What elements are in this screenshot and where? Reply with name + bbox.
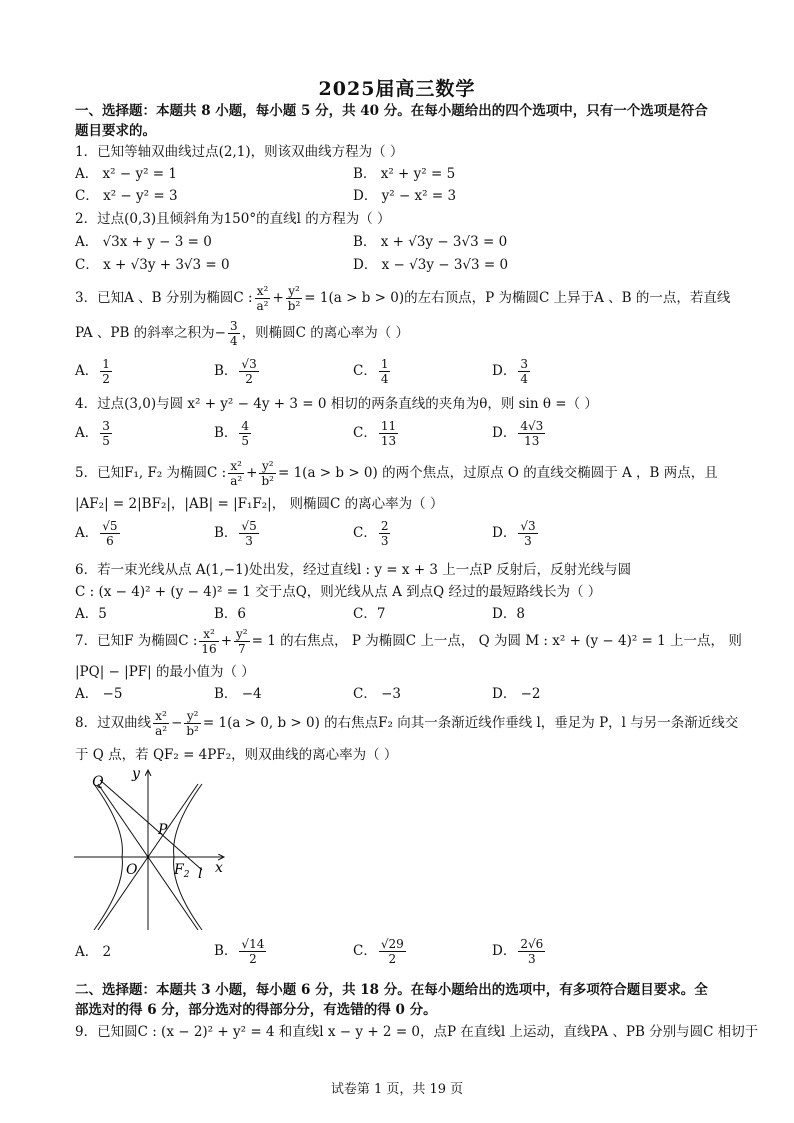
q7-frac-y-num: y² <box>236 627 248 641</box>
q4-option-a <box>75 418 114 448</box>
q4-b-num: 4 <box>241 419 250 433</box>
q3-d-num: 3 <box>520 357 528 371</box>
q7-frac-y <box>234 627 250 656</box>
q4-stem: 4．过点(3,0)与圆 x² + y² − 4y + 3 = 0 相切的两条直线的夹角为θ，则 sin θ =（ ） <box>75 396 598 412</box>
q4-a-frac <box>100 419 112 448</box>
q5-frac-x-den: a² <box>230 474 243 488</box>
q4-d-frac <box>518 419 545 448</box>
q3-d-frac <box>518 357 530 386</box>
q7-stem <box>75 626 742 656</box>
q5-option-a <box>75 518 122 548</box>
q3-stem-line2 <box>75 318 724 348</box>
q3-stem <box>75 283 731 313</box>
q8-minus: − <box>171 715 183 731</box>
q3-b-num: √3 <box>241 357 257 371</box>
q7-option-c: C． −3 <box>353 686 402 702</box>
q8-frac-x-den: a² <box>155 724 168 738</box>
q1-option-d: D． y² − x² = 3 <box>353 188 457 204</box>
q5-option-d <box>492 518 540 548</box>
q5-d-num: √3 <box>520 519 536 533</box>
q4-d-num: 4√3 <box>520 419 544 433</box>
q8-b-label: B． <box>214 943 238 959</box>
q5-option-c <box>353 518 392 548</box>
q3-line2-frac-den: 4 <box>230 334 238 348</box>
q5-d-den: 3 <box>524 534 532 548</box>
q8-option-c <box>353 936 408 966</box>
label-l: l <box>198 866 203 882</box>
q8-c-label: C． <box>353 943 377 959</box>
q7-frac-x-num: x² <box>199 627 218 642</box>
page-title: 2025届高三数学 <box>318 78 476 100</box>
q3-d-label: D． <box>492 363 517 379</box>
q2-option-d: D． x − √3y − 3√3 = 0 <box>353 257 509 273</box>
q4-a-label: A． <box>75 425 99 441</box>
q5-b-frac <box>239 519 258 548</box>
q8-b-num: √14 <box>241 937 265 951</box>
q3-line2-pre: PA 、PB 的斜率之积为− <box>75 325 226 341</box>
q8-stem-post: = 1(a > 0, b > 0) 的右焦点F₂ 向其一条渐近线作垂线 l，垂足为 P，l 与另一条渐近线交 <box>202 715 739 731</box>
q5-stem-pre: 5．已知F₁, F₂ 为椭圆C : <box>75 465 227 481</box>
q3-b-label: B． <box>214 363 238 379</box>
q3-a-frac <box>100 357 112 386</box>
q8-b-frac <box>239 937 266 966</box>
q5-frac-y-num: y² <box>259 459 276 474</box>
q5-option-b <box>214 518 261 548</box>
q4-b-frac <box>239 419 251 448</box>
q5-b-label: B． <box>214 525 238 541</box>
q2-option-b: B． x + √3y − 3√3 = 0 <box>353 234 508 250</box>
q3-frac-y <box>286 284 303 313</box>
q3-line2-frac <box>228 319 240 348</box>
q8-stem <box>75 708 739 738</box>
q7-frac-y-den: 7 <box>237 642 246 656</box>
q5-stem <box>75 458 724 488</box>
q8-frac-x-num: x² <box>153 709 169 724</box>
q1-stem: 1．已知等轴双曲线过点(2,1)，则该双曲线方程为（ ） <box>75 144 404 160</box>
section2-heading: 二、选择题：本题共 3 小题，每小题 6 分，共 18 分。在每小题给出的选项中，有多项符合题目要求。全 <box>75 982 708 998</box>
q5-c-label: C． <box>353 525 377 541</box>
q8-d-den: 3 <box>527 952 536 966</box>
q5-a-label: A． <box>75 525 99 541</box>
q7-stem-pre: 7．已知F 为椭圆C : <box>75 633 198 649</box>
q8-option-b <box>214 936 268 966</box>
page-footer: 试卷第 1 页，共 19 页 <box>330 1082 464 1097</box>
q3-frac-y-num: y² <box>286 284 303 299</box>
label-p: P <box>158 822 168 838</box>
q6-option-b: B．6 <box>214 606 247 622</box>
q5-frac-y-den: b² <box>261 474 274 488</box>
q2-option-a: A． √3x + y − 3 = 0 <box>75 234 212 250</box>
label-x: x <box>215 860 223 876</box>
q5-a-frac <box>100 519 119 548</box>
q5-b-num: √5 <box>241 519 257 533</box>
q8-frac-x <box>153 709 169 738</box>
q9-stem: 9．已知圆C : (x − 2)² + y² = 4 和直线l x − y + 2 = 0，点P 在直线l 上运动，直线PA 、PB 分别与圆C 相切于 <box>75 1024 759 1040</box>
q7-option-b: B． −4 <box>214 686 262 702</box>
q5-plus: + <box>246 465 258 481</box>
q4-d-label: D． <box>492 425 517 441</box>
label-f2: $F_2$ <box>174 862 190 880</box>
q3-frac-x-den: a² <box>256 299 269 313</box>
q3-b-den: 2 <box>245 372 253 386</box>
q7-stem-line2: |PQ| − |PF| 的最小值为（ ） <box>75 664 255 680</box>
q5-c-den: 3 <box>380 534 389 548</box>
q4-option-d <box>492 418 547 448</box>
q4-option-b <box>214 418 253 448</box>
q2-stem: 2．过点(0,3)且倾斜角为150°的直线l 的方程为（ ） <box>75 211 391 227</box>
q3-c-num: 1 <box>380 357 389 371</box>
label-y: y <box>132 766 140 782</box>
q3-a-label: A． <box>75 363 99 379</box>
q3-option-d <box>492 356 532 386</box>
q3-frac-x-num: x² <box>255 284 271 299</box>
q8-frac-y-den: b² <box>186 724 199 738</box>
q4-c-frac <box>379 419 398 448</box>
section1-heading: 一、选择题：本题共 8 小题，每小题 5 分，共 40 分。在每小题给出的四个选项中，只有一个选项是符合 <box>75 103 708 119</box>
q5-stem-post: = 1(a > b > 0) 的两个焦点，过原点 O 的直线交椭圆于 A ，B 两点，且 <box>277 465 718 481</box>
section1-heading-cont: 题目要求的。 <box>75 123 156 139</box>
q3-plus: + <box>272 290 284 306</box>
q5-a-num: √5 <box>102 519 118 533</box>
q3-stem-pre: 3．已知A 、B 分别为椭圆C : <box>75 290 253 306</box>
q3-option-a <box>75 356 114 386</box>
q4-a-num: 3 <box>102 419 110 433</box>
q3-a-num: 1 <box>102 357 110 371</box>
q5-a-den: 6 <box>106 534 114 548</box>
q6-stem: 6．若一束光线从点 A(1,−1)处出发，经过直线l : y = x + 3 上一点P 反射后，反射光线与圆 <box>75 562 632 578</box>
q5-d-frac <box>518 519 537 548</box>
q4-option-c <box>353 418 400 448</box>
q5-c-num: 2 <box>380 519 389 533</box>
q3-option-c <box>353 356 392 386</box>
q8-frac-y <box>184 709 201 738</box>
q4-a-den: 5 <box>102 434 110 448</box>
q6-option-a: A．5 <box>75 606 107 622</box>
q5-stem-line2: |AF₂| = 2|BF₂|，|AB| = |F₁F₂|， 则椭圆C 的离心率为（ ） <box>75 496 444 512</box>
q8-b-den: 2 <box>249 952 257 966</box>
q8-option-a: A． 2 <box>75 944 112 960</box>
q7-frac-x-den: 16 <box>201 642 217 656</box>
q3-a-den: 2 <box>102 372 110 386</box>
label-q: Q <box>92 774 104 790</box>
q4-c-den: 13 <box>380 434 397 448</box>
q3-c-label: C． <box>353 363 377 379</box>
q7-frac-x <box>199 627 218 656</box>
q1-option-c: C． x² − y² = 3 <box>75 188 178 204</box>
q7-option-a: A． −5 <box>75 686 123 702</box>
q1-option-a: A． x² − y² = 1 <box>75 166 177 182</box>
q3-line2-frac-num: 3 <box>230 319 238 333</box>
q4-b-den: 5 <box>241 434 250 448</box>
q3-frac-y-den: b² <box>287 299 301 313</box>
q6-stem-line2: C : (x − 4)² + (y − 4)² = 1 交于点Q，则光线从点 A 到点Q 经过的最短路线长为（ ） <box>75 584 602 600</box>
q3-d-den: 4 <box>520 372 528 386</box>
q3-line2-post: ，则椭圆C 的离心率为（ ） <box>241 325 410 341</box>
q4-c-label: C． <box>353 425 377 441</box>
q7-option-d: D． −2 <box>492 686 541 702</box>
q5-frac-x-num: x² <box>228 459 244 474</box>
q8-frac-y-num: y² <box>184 709 201 724</box>
q3-b-frac <box>239 357 258 386</box>
q6-option-c: C．7 <box>353 606 386 622</box>
q4-b-label: B． <box>214 425 238 441</box>
q3-frac-x <box>255 284 271 313</box>
q5-d-label: D． <box>492 525 517 541</box>
q5-c-frac <box>379 519 391 548</box>
q4-c-num: 11 <box>380 419 397 433</box>
q8-d-label: D． <box>492 943 517 959</box>
q8-hyperbola-figure <box>72 762 232 932</box>
q4-d-den: 13 <box>524 434 540 448</box>
q2-option-c: C． x + √3y + 3√3 = 0 <box>75 257 230 273</box>
q7-stem-post: = 1 的右焦点， P 为椭圆C 上一点， Q 为圆 M : x² + (y − 4)² = 1 上一点， 则 <box>251 633 742 649</box>
q8-c-num: √29 <box>380 937 404 951</box>
q1-option-b: B． x² + y² = 5 <box>353 166 456 182</box>
q6-option-d: D．8 <box>492 606 525 622</box>
section2-heading-cont: 部选对的得 6 分，部分选对的得部分分，有选错的得 0 分。 <box>75 1002 437 1018</box>
q3-c-den: 4 <box>380 372 389 386</box>
q5-frac-x <box>228 459 244 488</box>
q3-option-b <box>214 356 261 386</box>
q8-c-den: 2 <box>388 952 397 966</box>
label-o: O <box>126 862 138 878</box>
q8-option-d <box>492 936 547 966</box>
q5-b-den: 3 <box>245 534 253 548</box>
q8-stem-line2: 于 Q 点，若 QF₂ = 4PF₂，则双曲线的离心率为（ ） <box>75 747 398 763</box>
q3-c-frac <box>379 357 391 386</box>
q5-frac-y <box>259 459 276 488</box>
q8-c-frac <box>379 937 406 966</box>
q8-stem-pre: 8．过双曲线 <box>75 715 152 731</box>
q8-d-frac <box>518 937 545 966</box>
q7-plus: + <box>220 633 233 649</box>
q3-stem-post: = 1(a > b > 0)的左右顶点，P 为椭圆C 上异于A 、B 的一点，若直线 <box>304 290 731 306</box>
q8-d-num: 2√6 <box>520 937 544 951</box>
